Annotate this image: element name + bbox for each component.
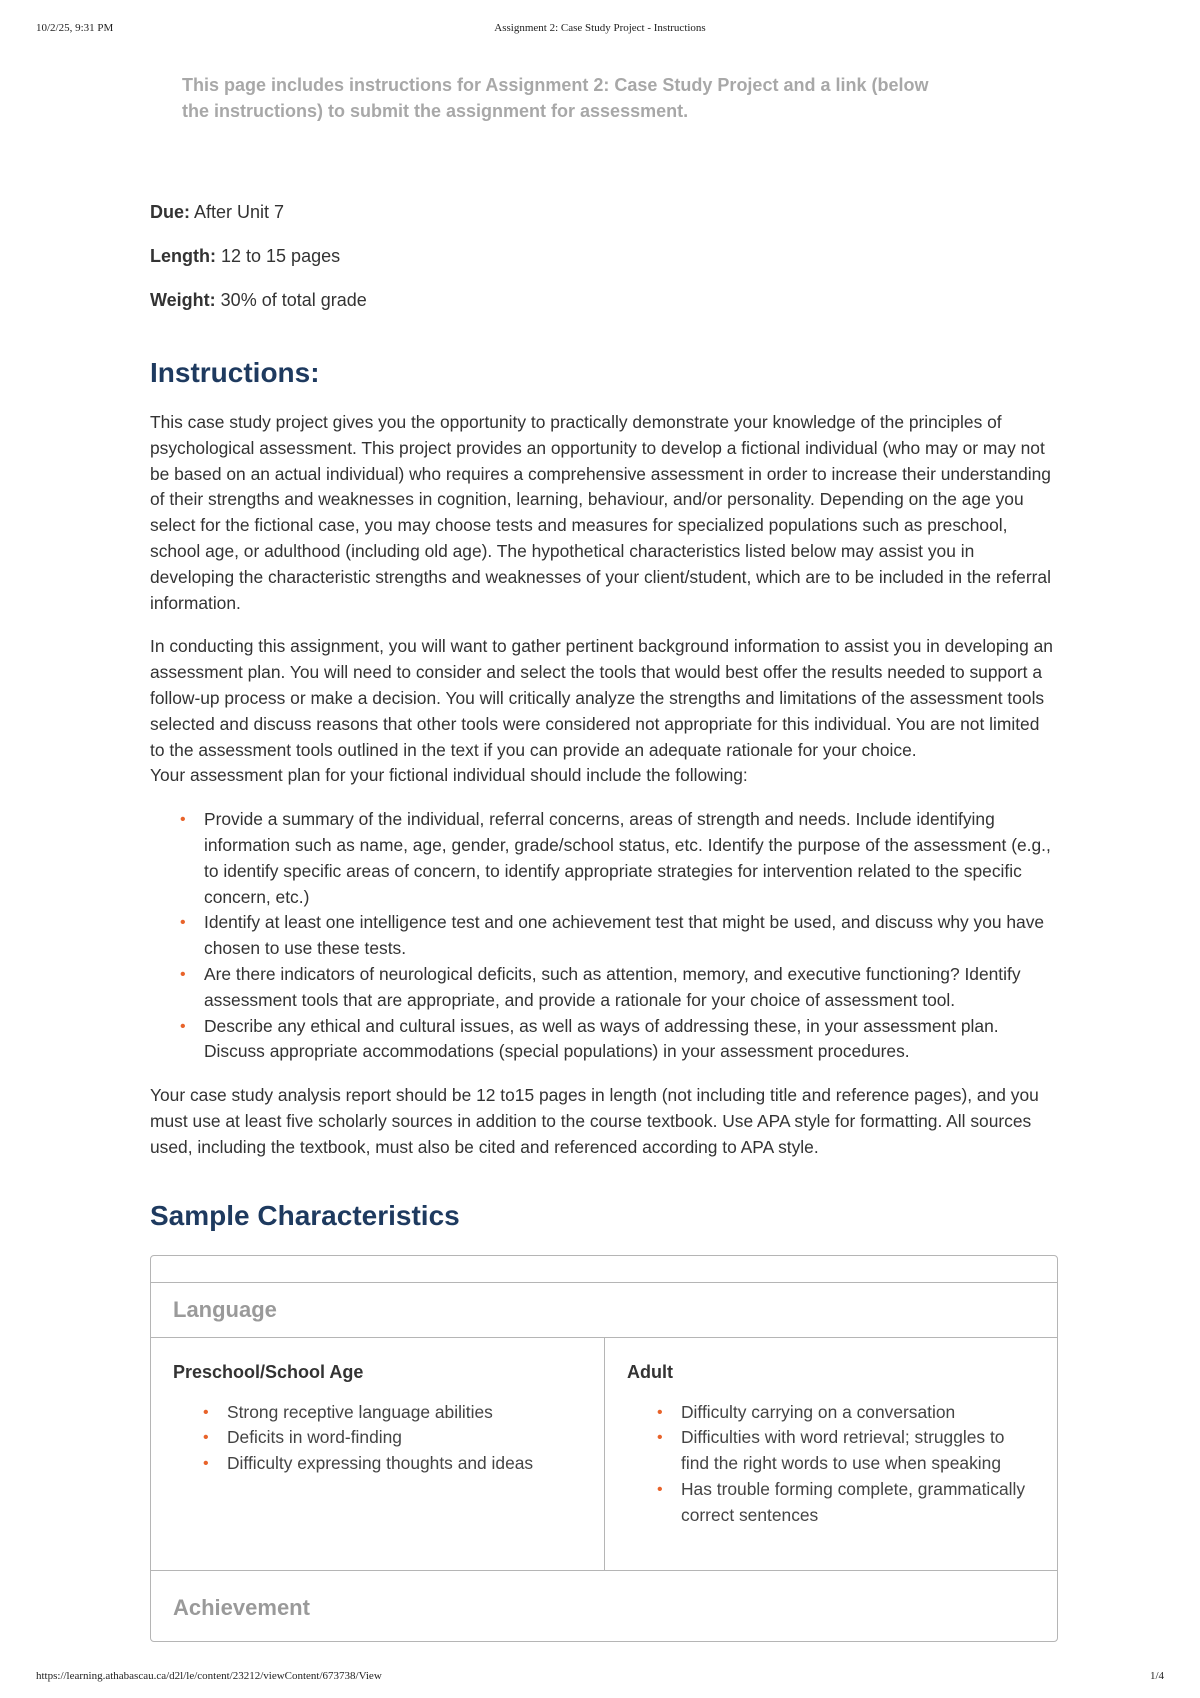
print-page-number: 1/4: [1149, 1670, 1164, 1682]
instructions-paragraph: This case study project gives you the opportunity to practically demonstrate your knowledge of the principles of psychological assessment. This project provides an opportunity to develop a fictional individual (who may or may not be based on an actual individual) who requires a comprehensive assessment in order to increase their understanding of their strengths and weaknesses in cognition, learning, behaviour, and/or personality. Depending on the age you select for the fictional case, you may choose tests and measures for specialized populations such as preschool, school age, or adulthood (including old age). The hypothetical characteristics listed below may assist you in developing the characteristic strengths and weaknesses of your client/student, which are to be included in the referral information.: [150, 412, 1051, 613]
list-item: • Has trouble forming complete, grammatically correct sentences: [681, 1477, 1035, 1529]
list-item: • Difficulty carrying on a conversation: [681, 1400, 1035, 1426]
closing-paragraph: Your case study analysis report should be 12 to15 pages in length (not including title and reference pages), and you must use at least five scholarly sources in addition to the course textbook. Use APA style for formatting. All sources used, including the textbook, must also be cited and referenced according to APA style.: [150, 1085, 1039, 1157]
sample-heading: Sample Characteristics: [150, 1199, 460, 1231]
list-item: • Difficulty expressing thoughts and ideas: [227, 1451, 582, 1477]
language-row: [151, 1338, 1057, 1571]
list-item: • Strong receptive language abilities: [227, 1400, 582, 1426]
list-item: • Difficulties with word retrieval; struggles to find the right words to use when speaking: [681, 1425, 1035, 1477]
due-line: [150, 200, 1056, 224]
characteristics-table: [150, 1255, 1058, 1642]
intro-text: This page includes instructions for Assignment 2: Case Study Project and a link (below the instructions) to submit the assignment for assessment.: [182, 75, 929, 121]
list-item: • Identify at least one intelligence test and one achievement test that might be used, and discuss why you have chosen to use these tests.: [204, 910, 1056, 962]
length-value: 12 to 15 pages: [221, 246, 341, 266]
weight-value: 30% of total grade: [220, 290, 367, 310]
list-item: • Deficits in word-finding: [227, 1425, 582, 1451]
print-footer: [0, 1670, 1200, 1686]
adult-list: [627, 1400, 1035, 1529]
print-datetime: 10/2/25, 9:31 PM: [36, 22, 114, 34]
weight-line: [150, 288, 1056, 312]
assignment-meta: [150, 200, 1056, 312]
page-content: [150, 72, 1056, 1642]
achievement-category: Achievement: [173, 1594, 310, 1620]
requirements-list: [150, 807, 1056, 1065]
instructions-paragraph: In conducting this assignment, you will want to gather pertinent background information to assist you in developing an assessment plan. You will need to consider and select the tools that would best offer the results needed to support a follow-up process or make a decision. You will critically analyze the strengths and limitations of the assessment tools selected and discuss reasons that other tools were considered not appropriate for this individual. You are not limited to the assessment tools outlined in the text if you can provide an adequate rationale for your choice.: [150, 636, 1053, 760]
adult-column: [604, 1338, 1057, 1570]
adult-title: Adult: [627, 1361, 673, 1382]
list-item: • Provide a summary of the individual, referral concerns, areas of strength and needs. Include identifying information such as name, age, gender, grade/school status, etc. Identify the purpose of the assessment (e.g., to identify specific areas of concern, to identify appropriate strategies for intervention related to the specific concern, etc.): [204, 807, 1056, 910]
print-header: [0, 22, 1200, 38]
table-top-strip: [151, 1256, 1057, 1283]
due-label: Due:: [150, 202, 190, 222]
instructions-paragraph: Your assessment plan for your fictional individual should include the following:: [150, 765, 748, 786]
preschool-list: [173, 1400, 582, 1477]
preschool-title: Preschool/School Age: [173, 1361, 364, 1382]
weight-label: Weight:: [150, 290, 216, 310]
length-line: [150, 244, 1056, 268]
language-category: Language: [151, 1283, 1057, 1338]
print-url: https://learning.athabascau.ca/d2l/le/content/23212/viewContent/673738/View: [36, 1670, 382, 1682]
print-title: Assignment 2: Case Study Project - Instructions: [494, 22, 706, 34]
due-value: After Unit 7: [194, 202, 285, 222]
preschool-column: [151, 1338, 604, 1570]
list-item: • Are there indicators of neurological deficits, such as attention, memory, and executive functioning? Identify assessment tools that are appropriate, and provide a rationale for your choice of assessment tool.: [204, 962, 1056, 1014]
list-item: • Describe any ethical and cultural issues, as well as ways of addressing these, in your assessment plan. Discuss appropriate accommodations (special populations) in your assessment procedures.: [204, 1014, 1056, 1066]
length-label: Length:: [150, 246, 216, 266]
instructions-heading: Instructions:: [150, 357, 320, 388]
